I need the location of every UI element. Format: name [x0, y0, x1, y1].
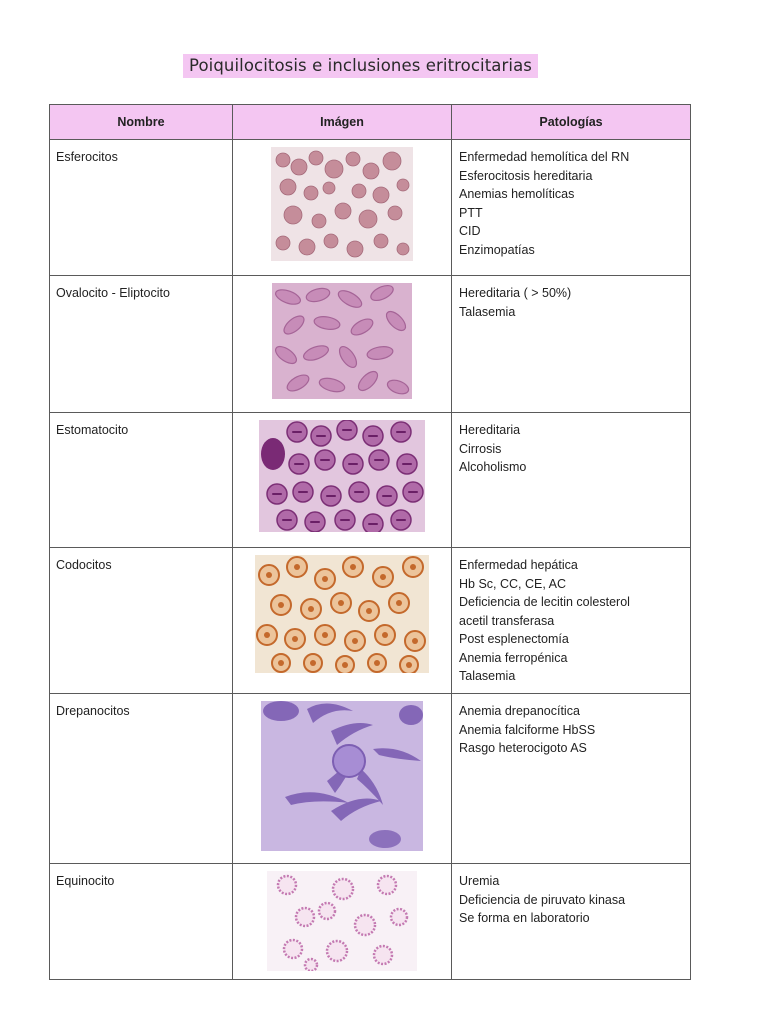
pathology-item: PTT [459, 205, 483, 220]
row-pathologies [452, 694, 691, 864]
header-patologias: Patologías [452, 105, 691, 140]
header-nombre: Nombre [50, 105, 233, 140]
drepanocytes-micrograph [261, 701, 423, 851]
table-row [50, 413, 691, 548]
pathology-item: Deficiencia de piruvato kinasa [459, 892, 626, 907]
header-imagen: Imágen [233, 105, 452, 140]
row-name: Codocitos [50, 548, 233, 694]
row-pathologies [452, 413, 691, 548]
table-row [50, 276, 691, 413]
pathology-item: Hb Sc, CC, CE, AC [459, 576, 566, 591]
pathology-item: Uremia [459, 874, 500, 888]
elliptocytes-micrograph [272, 283, 412, 399]
echinocytes-micrograph [267, 871, 417, 971]
pathology-item: Hereditaria ( > 50%) [459, 286, 572, 300]
table-row [50, 140, 691, 276]
table-header-row [50, 105, 691, 140]
pathology-item: CID [459, 224, 481, 238]
pathology-item: acetil transferasa [459, 613, 555, 628]
row-name: Drepanocitos [50, 694, 233, 864]
pathology-item: Rasgo heterocigoto AS [459, 741, 587, 755]
pathology-item: Hereditaria [459, 423, 521, 437]
codocytes-micrograph [255, 555, 429, 673]
row-pathologies [452, 864, 691, 980]
pathology-item: Anemia drepanocítica [459, 704, 580, 718]
pathology-item: Se forma en laboratorio [459, 911, 590, 925]
row-pathologies [452, 548, 691, 694]
row-name: Estomatocito [50, 413, 233, 548]
table-row [50, 548, 691, 694]
row-name: Equinocito [50, 864, 233, 980]
pathology-item: Enzimopatías [459, 242, 535, 257]
pathology-item: Cirrosis [459, 441, 502, 456]
row-pathologies [452, 140, 691, 276]
pathology-item: Esferocitosis hereditaria [459, 168, 593, 183]
pathology-item: Enfermedad hemolítica del RN [459, 150, 630, 164]
spherocytes-micrograph [271, 147, 413, 261]
row-pathologies [452, 276, 691, 413]
stomatocytes-micrograph [259, 420, 425, 532]
table-row [50, 864, 691, 980]
document-title: Poiquilocitosis e inclusiones eritrocitarias [183, 54, 538, 78]
row-name: Esferocitos [50, 140, 233, 276]
pathology-item: Deficiencia de lecitin colesterol [459, 595, 630, 609]
pathology-item: Talasemia [459, 304, 516, 319]
pathology-item: Anemia ferropénica [459, 650, 568, 665]
pathology-item: Alcoholismo [459, 460, 527, 474]
row-name: Ovalocito - Eliptocito [50, 276, 233, 413]
pathology-item: Anemias hemolíticas [459, 187, 575, 201]
pathology-item: Post esplenectomía [459, 632, 569, 646]
pathology-item: Enfermedad hepática [459, 558, 578, 572]
table-row [50, 694, 691, 864]
pathology-item: Talasemia [459, 669, 516, 683]
pathology-item: Anemia falciforme HbSS [459, 722, 596, 737]
erythrocyte-table [49, 104, 691, 980]
